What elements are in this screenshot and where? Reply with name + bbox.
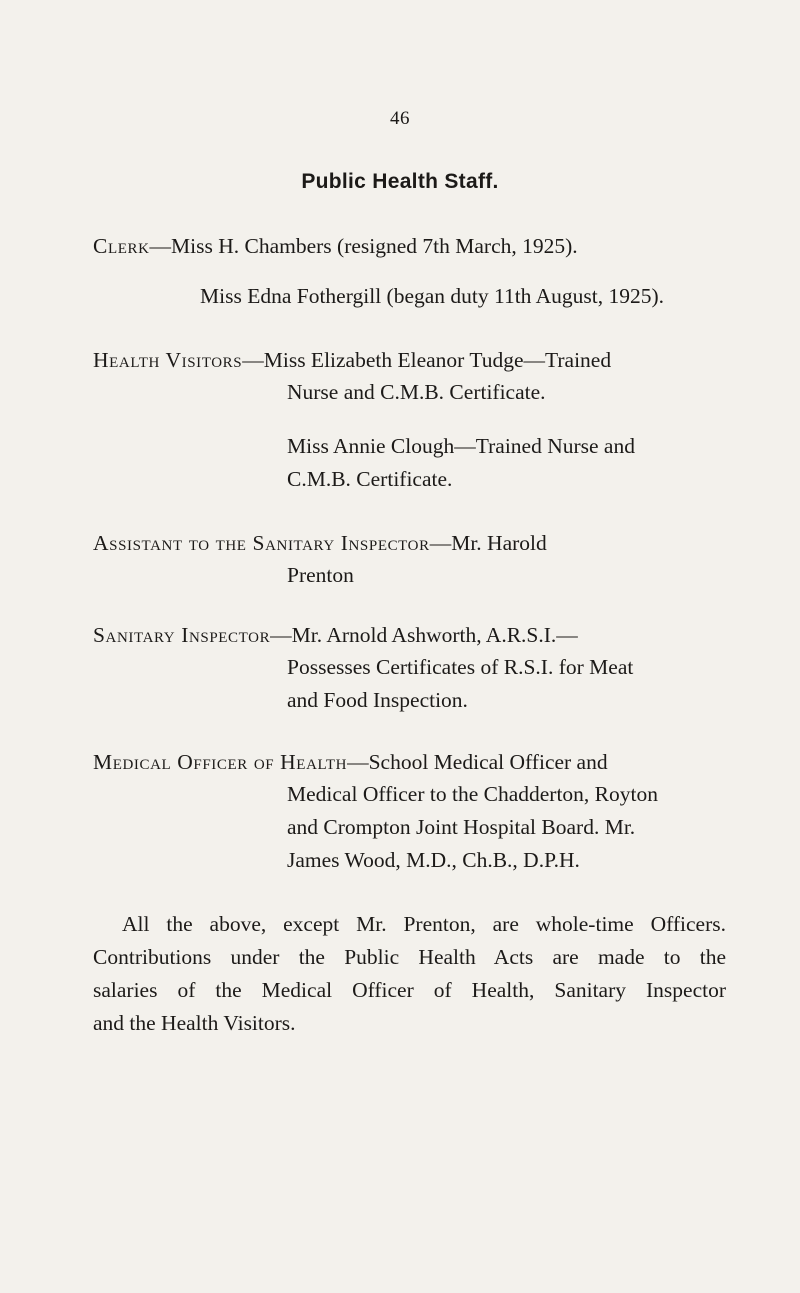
page-title: Public Health Staff.	[301, 170, 499, 193]
page-number: 46	[390, 108, 410, 129]
sanitary-inspector-heading: Sanitary Inspector	[93, 623, 271, 647]
assistant-inspector-heading: Assistant to the Sanitary Inspector	[93, 531, 430, 555]
medical-officer-entry-line-2: Medical Officer to the Chadderton, Royton	[287, 782, 658, 806]
health-visitors-entry-line-4: C.M.B. Certificate.	[287, 467, 453, 491]
sanitary-inspector-entry-line-1	[93, 620, 578, 650]
medical-officer-entry-line-4: James Wood, M.D., Ch.B., D.P.H.	[287, 848, 580, 872]
clerk-heading: Clerk	[93, 234, 150, 258]
closing-paragraph-line-2: Contributions under the Public Health Acts are made to the	[93, 945, 726, 969]
clerk-text-1: —Miss H. Chambers (resigned 7th March, 1925).	[149, 234, 578, 258]
assistant-inspector-entry-line-2: Prenton	[287, 563, 354, 587]
clerk-entry-line-1	[93, 231, 578, 261]
medical-officer-entry-line-3: and Crompton Joint Hospital Board. Mr.	[287, 815, 636, 839]
sanitary-inspector-entry-line-2: Possesses Certificates of R.S.I. for Meat	[287, 655, 634, 679]
closing-paragraph-line-4: and the Health Visitors.	[93, 1011, 296, 1035]
closing-paragraph-line-1: All the above, except Mr. Prenton, are whole-time Officers.	[122, 912, 726, 936]
health-visitors-heading: Health Visitors	[93, 348, 243, 372]
assistant-inspector-text-1: —Mr. Harold	[429, 531, 547, 555]
clerk-entry-line-2: Miss Edna Fothergill (began duty 11th August, 1925).	[200, 284, 665, 308]
medical-officer-entry-line-1	[93, 747, 608, 777]
sanitary-inspector-entry-line-3: and Food Inspection.	[287, 688, 468, 712]
medical-officer-text-1: —School Medical Officer and	[347, 750, 608, 774]
health-visitors-entry-line-3: Miss Annie Clough—Trained Nurse and	[287, 434, 635, 458]
health-visitors-entry-line-1	[93, 345, 611, 375]
sanitary-inspector-text-1: —Mr. Arnold Ashworth, A.R.S.I.—	[270, 623, 578, 647]
assistant-inspector-entry-line-1	[93, 528, 547, 558]
health-visitors-entry-line-2: Nurse and C.M.B. Certificate.	[287, 380, 546, 404]
health-visitors-text-1: —Miss Elizabeth Eleanor Tudge—Trained	[242, 348, 612, 372]
closing-paragraph-line-3: salaries of the Medical Officer of Health, Sanitary Inspector	[93, 978, 726, 1002]
medical-officer-heading: Medical Officer of Health	[93, 750, 348, 774]
